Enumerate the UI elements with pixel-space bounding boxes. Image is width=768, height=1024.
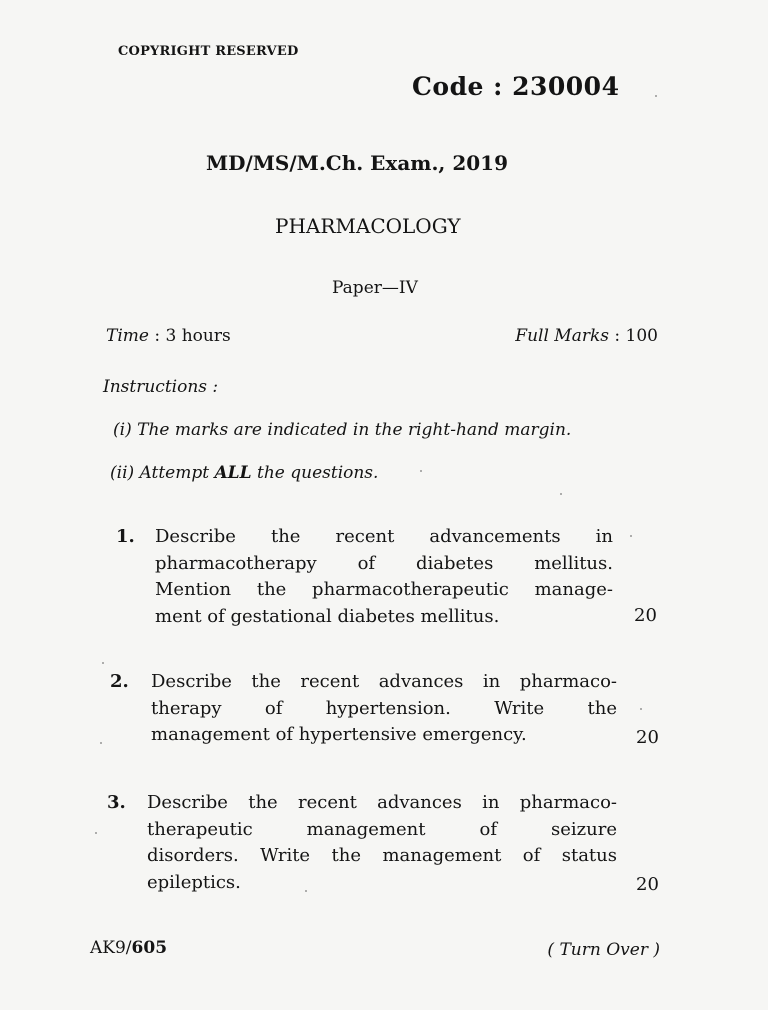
- paper-speck: [95, 832, 97, 834]
- question-line: epileptics.: [147, 871, 241, 893]
- question-number: 1.: [116, 526, 135, 547]
- question-line: ment of gestational diabetes mellitus.: [155, 605, 500, 627]
- instruction-item-1: (i) The marks are indicated in the right-hand margin.: [113, 420, 572, 440]
- footer-code-number: 605: [131, 938, 168, 958]
- paper-speck: [560, 493, 562, 495]
- question-text: [155, 524, 613, 630]
- instruction-item-2-emphasis: ALL: [214, 463, 252, 483]
- turn-over-note: ( Turn Over ): [547, 940, 660, 960]
- paper-code: Code : 230004: [412, 72, 620, 101]
- question-line: Describe the recent advances in pharmaco-: [147, 792, 617, 813]
- question-line: pharmacotherapy of diabetes mellitus.: [155, 552, 613, 574]
- time-allowed: [106, 326, 231, 346]
- full-marks-label: Full Marks: [515, 326, 609, 346]
- question-line: therapeutic management of seizure: [147, 818, 617, 840]
- question-number: 3.: [107, 792, 126, 813]
- paper-speck: [655, 95, 657, 97]
- instruction-item-2: [110, 463, 378, 483]
- question-line: Describe the recent advancements in: [155, 526, 613, 547]
- paper-speck: [420, 470, 422, 472]
- instruction-item-2-suffix: the questions.: [251, 463, 379, 483]
- question-line: Describe the recent advances in pharmaco-: [151, 671, 617, 692]
- full-marks: [515, 326, 658, 346]
- question-marks: 20: [634, 605, 657, 626]
- question-marks: 20: [636, 727, 659, 748]
- footer-code: [90, 938, 167, 958]
- time-label: Time: [106, 326, 149, 346]
- paper-speck: [100, 742, 102, 744]
- full-marks-value: : 100: [614, 326, 658, 346]
- question-line: management of hypertensive emergency.: [151, 724, 527, 745]
- page-edge: [0, 1010, 768, 1024]
- question-text: [147, 790, 617, 896]
- question-number: 2.: [110, 671, 129, 692]
- question-marks: 20: [636, 874, 659, 895]
- instruction-item-2-prefix: (ii) Attempt: [110, 463, 215, 483]
- question-text: [151, 669, 617, 749]
- paper-number: Paper—IV: [332, 278, 418, 298]
- exam-title: MD/MS/M.Ch. Exam., 2019: [206, 151, 509, 175]
- copyright-notice: COPYRIGHT RESERVED: [118, 44, 299, 59]
- instructions-heading: Instructions :: [103, 377, 219, 397]
- paper-speck: [630, 535, 632, 537]
- subject-title: PHARMACOLOGY: [275, 214, 461, 238]
- question-line: therapy of hypertension. Write the: [151, 697, 617, 719]
- time-value: : 3 hours: [154, 326, 231, 346]
- paper-speck: [102, 662, 104, 664]
- question-line: Mention the pharmacotherapeutic manage-: [155, 579, 613, 600]
- question-line: disorders. Write the management of status: [147, 845, 617, 866]
- footer-code-prefix: AK9/: [90, 938, 132, 958]
- paper-speck: [640, 708, 642, 710]
- paper-speck: [305, 890, 307, 892]
